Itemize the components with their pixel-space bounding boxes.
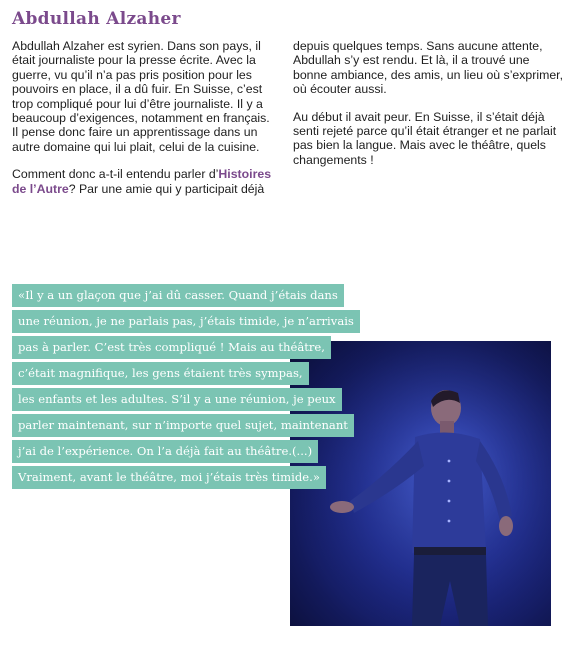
fear-paragraph: Au début il avait peur. En Suisse, il s’était déjà senti rejeté parce qu’il était étranger et ne parlait pas bien la langue. Mais avec le théâtre, quels changements !	[293, 109, 557, 167]
project-name-highlight: Histoires de l’Autre	[12, 167, 272, 196]
quote-line: c’était magnifique, les gens étaient très sympas,	[12, 362, 309, 385]
continuation-paragraph: depuis quelques temps. Sans aucune attente, Abdullah s’y est rendu. Et là, il a trouvé une bonne ambiance, des amis, un lieu où s’exprimer, où écouter aussi.	[293, 39, 563, 97]
question-text-start: Comment donc a-t-il entendu parler d’	[12, 167, 219, 182]
right-text-column	[293, 39, 565, 180]
quote-line: Vraiment, avant le théâtre, moi j’étais très timide.»	[12, 466, 326, 489]
question-paragraph	[12, 167, 274, 196]
question-text-end: ? Par une amie qui y participait déjà	[68, 181, 265, 196]
quote-line: les enfants et les adultes. S’il y a une réunion, je peux	[12, 388, 342, 411]
performer-illustration	[290, 341, 551, 626]
quote-line: «Il y a un glaçon que j’ai dû casser. Quand j’étais dans	[12, 284, 344, 307]
article-title: Abdullah Alzaher	[12, 9, 181, 29]
stage-photo	[290, 341, 551, 626]
quote-line: pas à parler. C’est très compliqué ! Mais au théâtre,	[12, 336, 331, 359]
left-text-column	[12, 39, 274, 209]
quote-line: j’ai de l’expérience. On l’a déjà fait au théâtre.(...)	[12, 440, 318, 463]
quote-line: parler maintenant, sur n’importe quel sujet, maintenant	[12, 414, 354, 437]
intro-paragraph: Abdullah Alzaher est syrien. Dans son pays, il était journaliste pour la presse écrite. Avec la guerre, vu qu’il n’a pas pris position pour les pouvoirs en place, il a dû fuir. En Suisse, c’est trop compliqué pour lui d’être journaliste. Il y a beaucoup d’exigences, notamment en français. Il pense donc faire un apprentissage dans un autre domaine qui lui plait, celui de la cuisine.	[12, 39, 270, 154]
quote-line: une réunion, je ne parlais pas, j’étais timide, je n’arrivais	[12, 310, 360, 333]
